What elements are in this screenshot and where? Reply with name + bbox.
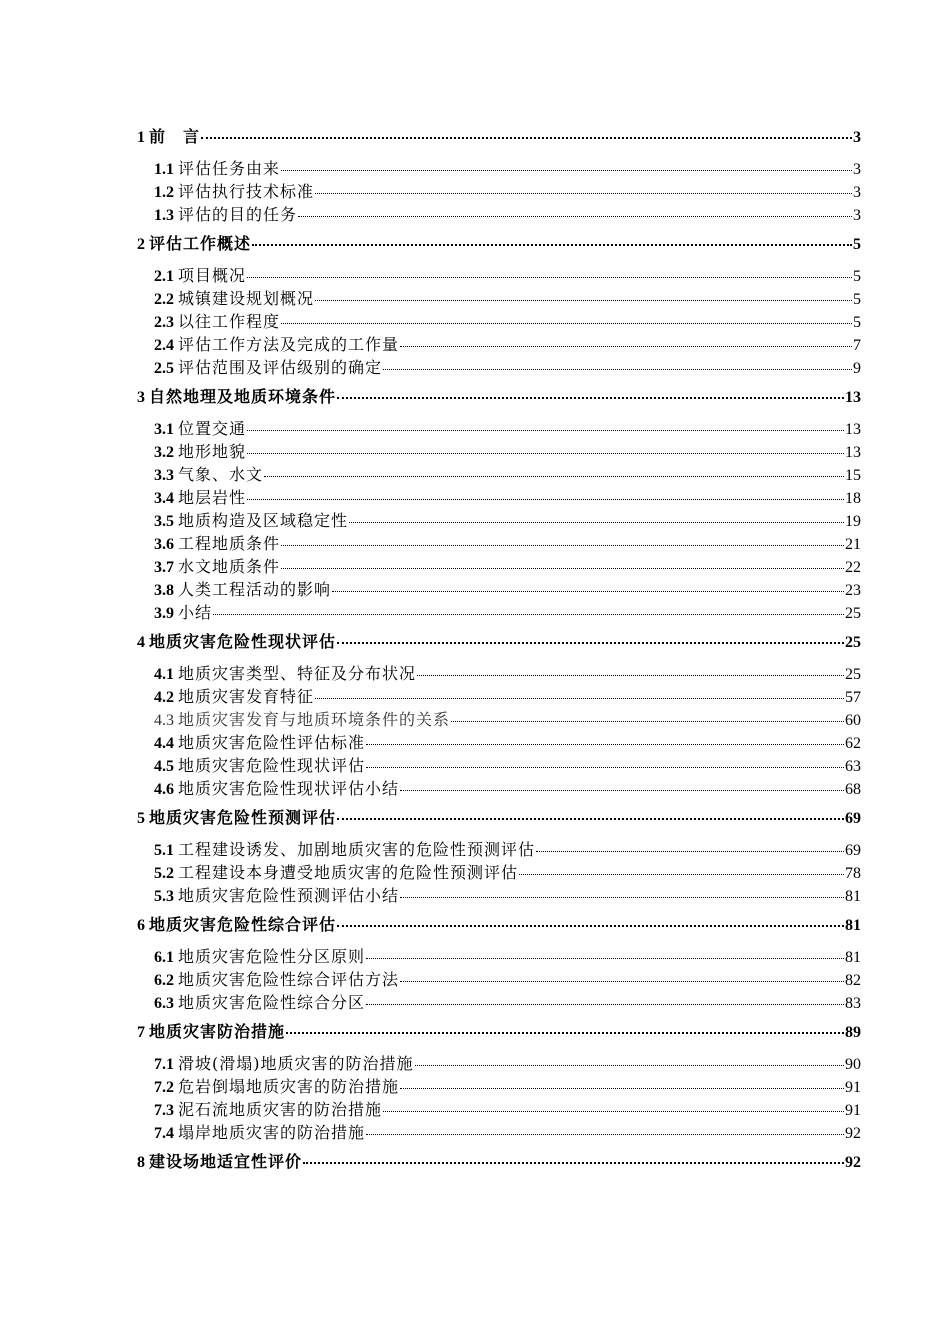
toc-entry-number: 7 <box>137 1024 145 1041</box>
toc-entry-number: 3.9 <box>154 605 174 622</box>
toc-entry-number: 4.2 <box>154 689 174 706</box>
dot-leader <box>337 397 844 399</box>
toc-entry-page: 13 <box>845 389 861 406</box>
toc-entry-number: 4.5 <box>154 758 174 775</box>
toc-entry-title: 地层岩性 <box>178 488 247 507</box>
toc-entry-title: 地质灾害发育特征 <box>178 687 315 706</box>
dot-leader <box>247 453 844 454</box>
toc-section-entry[interactable] <box>137 577 861 600</box>
toc-entry-number: 2.4 <box>154 337 174 354</box>
toc-section-entry[interactable] <box>137 990 861 1013</box>
toc-entry-page: 69 <box>845 810 861 827</box>
toc-entry-page: 60 <box>845 712 861 729</box>
toc-section-entry[interactable] <box>137 202 861 225</box>
dot-leader <box>247 430 844 431</box>
toc-section-entry[interactable] <box>137 156 861 179</box>
toc-entry-title: 工程建设本身遭受地质灾害的危险性预测评估 <box>178 863 519 882</box>
toc-section-entry[interactable] <box>137 837 861 860</box>
toc-entry-title: 地质灾害危险性现状评估小结 <box>178 779 400 798</box>
toc-entry-page: 91 <box>845 1079 861 1096</box>
toc-entry-number: 7.2 <box>154 1079 174 1096</box>
dot-leader <box>349 522 844 523</box>
toc-entry-title: 水文地质条件 <box>178 557 281 576</box>
toc-entry-page: 19 <box>845 513 861 530</box>
toc-chapter-entry[interactable] <box>137 629 861 653</box>
toc-entry-title: 位置交通 <box>178 419 247 438</box>
dot-leader <box>451 721 844 722</box>
dot-leader <box>286 1032 844 1034</box>
toc-entry-title: 工程地质条件 <box>178 534 281 553</box>
toc-entry-number: 5.1 <box>154 842 174 859</box>
toc-entry-number: 5.2 <box>154 865 174 882</box>
toc-entry-title: 工程建设诱发、加剧地质灾害的危险性预测评估 <box>178 840 536 859</box>
dot-leader <box>281 545 844 546</box>
toc-chapter-entry[interactable] <box>137 231 861 255</box>
dot-leader <box>337 818 844 820</box>
dot-leader <box>298 216 852 217</box>
toc-section-entry[interactable] <box>137 944 861 967</box>
dot-leader <box>400 346 852 347</box>
dot-leader <box>264 476 844 477</box>
toc-entry-page: 92 <box>845 1154 861 1171</box>
toc-entry-number: 6.1 <box>154 949 174 966</box>
toc-section-entry[interactable] <box>137 309 861 332</box>
toc-entry-number: 2 <box>137 236 145 253</box>
toc-section-entry[interactable] <box>137 286 861 309</box>
dot-leader <box>417 675 844 676</box>
toc-entry-page: 21 <box>845 536 861 553</box>
toc-section-entry[interactable] <box>137 600 861 623</box>
dot-leader <box>383 369 852 370</box>
toc-entry-page: 13 <box>845 421 861 438</box>
toc-section-entry[interactable] <box>137 179 861 202</box>
toc-section-entry[interactable] <box>137 462 861 485</box>
toc-entry-number: 4 <box>137 634 145 651</box>
toc-entry-number: 3.6 <box>154 536 174 553</box>
toc-entry-page: 92 <box>845 1125 861 1142</box>
dot-leader <box>315 698 844 699</box>
dot-leader <box>337 925 844 927</box>
toc-section-entry[interactable] <box>137 508 861 531</box>
toc-section-entry[interactable] <box>137 730 861 753</box>
toc-chapter-entry[interactable] <box>137 1149 861 1173</box>
dot-leader <box>366 1004 844 1005</box>
toc-section-entry[interactable] <box>137 661 861 684</box>
toc-entry-number: 2.3 <box>154 314 174 331</box>
toc-section-entry[interactable] <box>137 554 861 577</box>
toc-entry-page: 25 <box>845 666 861 683</box>
dot-leader <box>315 193 852 194</box>
toc-entry-page: 62 <box>845 735 861 752</box>
dot-leader <box>366 958 844 959</box>
toc-entry-title: 地质灾害危险性综合分区 <box>178 993 366 1012</box>
toc-section-entry[interactable] <box>137 860 861 883</box>
toc-entry-number: 7.1 <box>154 1056 174 1073</box>
toc-entry-title: 地质灾害危险性现状评估 <box>178 756 366 775</box>
toc-entry-number: 3.8 <box>154 582 174 599</box>
toc-entry-number: 3.7 <box>154 559 174 576</box>
toc-section-entry[interactable] <box>137 684 861 707</box>
toc-entry-title: 评估工作方法及完成的工作量 <box>178 335 400 354</box>
toc-entry-title: 评估执行技术标准 <box>178 182 315 201</box>
toc-entry-page: 3 <box>853 184 861 201</box>
toc-entry-page: 90 <box>845 1056 861 1073</box>
dot-leader <box>337 642 844 644</box>
toc-entry-title: 评估范围及评估级别的确定 <box>178 358 383 377</box>
toc-entry-page: 5 <box>853 291 861 308</box>
toc-entry-number: 3 <box>137 389 145 406</box>
toc-entry-title: 滑坡(滑塌)地质灾害的防治措施 <box>178 1054 414 1073</box>
toc-entry-title: 地质灾害危险性预测评估 <box>149 808 337 827</box>
toc-entry-title: 泥石流地质灾害的防治措施 <box>178 1100 383 1119</box>
dot-leader <box>366 744 844 745</box>
toc-entry-number: 5.3 <box>154 888 174 905</box>
toc-entry-title: 塌岸地质灾害的防治措施 <box>178 1123 366 1142</box>
toc-entry-page: 3 <box>853 161 861 178</box>
toc-entry-page: 69 <box>845 842 861 859</box>
toc-entry-number: 4.6 <box>154 781 174 798</box>
toc-entry-title: 气象、水文 <box>178 465 264 484</box>
toc-section-entry[interactable] <box>137 1097 861 1120</box>
toc-entry-title: 评估的目的任务 <box>178 205 298 224</box>
toc-entry-title: 地质灾害危险性综合评估方法 <box>178 970 400 989</box>
toc-section-entry[interactable] <box>137 707 861 730</box>
dot-leader <box>315 300 852 301</box>
toc-entry-title: 评估工作概述 <box>149 234 252 253</box>
toc-chapter-entry[interactable] <box>137 384 861 408</box>
toc-entry-number: 1 <box>137 129 145 146</box>
toc-entry-number: 6 <box>137 917 145 934</box>
toc-entry-number: 3.3 <box>154 467 174 484</box>
toc-entry-page: 7 <box>853 337 861 354</box>
toc-section-entry[interactable] <box>137 883 861 906</box>
dot-leader <box>400 897 844 898</box>
toc-entry-page: 9 <box>853 360 861 377</box>
toc-entry-number: 8 <box>137 1154 145 1171</box>
toc-entry-page: 81 <box>845 917 861 934</box>
toc-section-entry[interactable] <box>137 332 861 355</box>
dot-leader <box>400 790 844 791</box>
toc-entry-number: 1.1 <box>154 161 174 178</box>
toc-section-entry[interactable] <box>137 355 861 378</box>
dot-leader <box>400 1088 844 1089</box>
toc-entry-title: 地质灾害危险性预测评估小结 <box>178 886 400 905</box>
dot-leader <box>366 767 844 768</box>
dot-leader <box>332 591 844 592</box>
toc-chapter-entry[interactable] <box>137 124 861 148</box>
toc-chapter-entry[interactable] <box>137 912 861 936</box>
toc-entry-title: 地质灾害危险性现状评估 <box>149 632 337 651</box>
toc-entry-number: 4.1 <box>154 666 174 683</box>
toc-entry-number: 6.3 <box>154 995 174 1012</box>
dot-leader <box>536 851 844 852</box>
toc-entry-title: 自然地理及地质环境条件 <box>149 387 337 406</box>
toc-entry-page: 89 <box>845 1024 861 1041</box>
toc-entry-page: 63 <box>845 758 861 775</box>
toc-entry-number: 1.3 <box>154 207 174 224</box>
toc-entry-number: 2.2 <box>154 291 174 308</box>
toc-entry-page: 25 <box>845 634 861 651</box>
toc-entry-number: 3.1 <box>154 421 174 438</box>
dot-leader <box>383 1111 844 1112</box>
toc-section-entry[interactable] <box>137 531 861 554</box>
toc-entry-title: 人类工程活动的影响 <box>178 580 332 599</box>
dot-leader <box>201 137 852 139</box>
toc-entry-page: 15 <box>845 467 861 484</box>
toc-entry-page: 68 <box>845 781 861 798</box>
dot-leader <box>366 1134 844 1135</box>
toc-entry-number: 7.3 <box>154 1102 174 1119</box>
dot-leader <box>281 170 852 171</box>
toc-entry-title: 地质灾害发育与地质环境条件的关系 <box>178 710 451 729</box>
dot-leader <box>247 499 844 500</box>
toc-entry-page: 5 <box>853 236 861 253</box>
toc-section-entry[interactable] <box>137 967 861 990</box>
toc-section-entry[interactable] <box>137 1074 861 1097</box>
toc-section-entry[interactable] <box>137 753 861 776</box>
toc-entry-page: 18 <box>845 490 861 507</box>
toc-entry-number: 5 <box>137 810 145 827</box>
toc-entry-title: 城镇建设规划概况 <box>178 289 315 308</box>
toc-section-entry[interactable] <box>137 439 861 462</box>
toc-entry-title: 评估任务由来 <box>178 159 281 178</box>
toc-section-entry[interactable] <box>137 1120 861 1143</box>
toc-entry-title: 地质灾害危险性综合评估 <box>149 915 337 934</box>
dot-leader <box>303 1162 844 1164</box>
toc-chapter-entry[interactable] <box>137 1019 861 1043</box>
toc-entry-title: 危岩倒塌地质灾害的防治措施 <box>178 1077 400 1096</box>
toc-section-entry[interactable] <box>137 1051 861 1074</box>
toc-entry-page: 83 <box>845 995 861 1012</box>
toc-entry-page: 82 <box>845 972 861 989</box>
dot-leader <box>213 614 844 615</box>
dot-leader <box>400 981 844 982</box>
toc-entry-number: 3.5 <box>154 513 174 530</box>
toc-entry-title: 项目概况 <box>178 266 247 285</box>
toc-entry-title: 建设场地适宜性评价 <box>149 1152 303 1171</box>
toc-entry-page: 23 <box>845 582 861 599</box>
table-of-contents <box>137 124 861 1173</box>
toc-entry-title: 地质灾害危险性评估标准 <box>178 733 366 752</box>
toc-entry-title: 前 言 <box>149 127 201 146</box>
toc-entry-page: 5 <box>853 314 861 331</box>
toc-entry-title: 地质灾害防治措施 <box>149 1022 286 1041</box>
toc-entry-number: 4.4 <box>154 735 174 752</box>
toc-entry-page: 5 <box>853 268 861 285</box>
dot-leader <box>247 277 852 278</box>
toc-entry-number: 2.1 <box>154 268 174 285</box>
toc-entry-title: 地质灾害危险性分区原则 <box>178 947 366 966</box>
toc-entry-page: 3 <box>853 129 861 146</box>
toc-entry-number: 3.2 <box>154 444 174 461</box>
toc-section-entry[interactable] <box>137 263 861 286</box>
toc-entry-number: 2.5 <box>154 360 174 377</box>
dot-leader <box>415 1065 845 1066</box>
toc-entry-title: 地质灾害类型、特征及分布状况 <box>178 664 417 683</box>
toc-entry-number: 3.4 <box>154 490 174 507</box>
toc-chapter-entry[interactable] <box>137 805 861 829</box>
toc-entry-number: 1.2 <box>154 184 174 201</box>
dot-leader <box>281 323 852 324</box>
toc-entry-title: 小结 <box>178 603 213 622</box>
toc-entry-number: 4.3 <box>154 712 174 729</box>
toc-entry-title: 地质构造及区域稳定性 <box>178 511 349 530</box>
toc-entry-page: 22 <box>845 559 861 576</box>
toc-entry-title: 地形地貌 <box>178 442 247 461</box>
toc-entry-page: 57 <box>845 689 861 706</box>
toc-section-entry[interactable] <box>137 416 861 439</box>
toc-section-entry[interactable] <box>137 485 861 508</box>
toc-entry-page: 3 <box>853 207 861 224</box>
toc-entry-page: 81 <box>845 949 861 966</box>
dot-leader <box>281 568 844 569</box>
toc-section-entry[interactable] <box>137 776 861 799</box>
toc-entry-number: 6.2 <box>154 972 174 989</box>
toc-entry-number: 7.4 <box>154 1125 174 1142</box>
toc-entry-page: 91 <box>845 1102 861 1119</box>
toc-entry-page: 81 <box>845 888 861 905</box>
toc-entry-page: 78 <box>845 865 861 882</box>
toc-entry-page: 13 <box>845 444 861 461</box>
dot-leader <box>252 244 852 246</box>
dot-leader <box>519 874 844 875</box>
toc-entry-page: 25 <box>845 605 861 622</box>
toc-entry-title: 以往工作程度 <box>178 312 281 331</box>
